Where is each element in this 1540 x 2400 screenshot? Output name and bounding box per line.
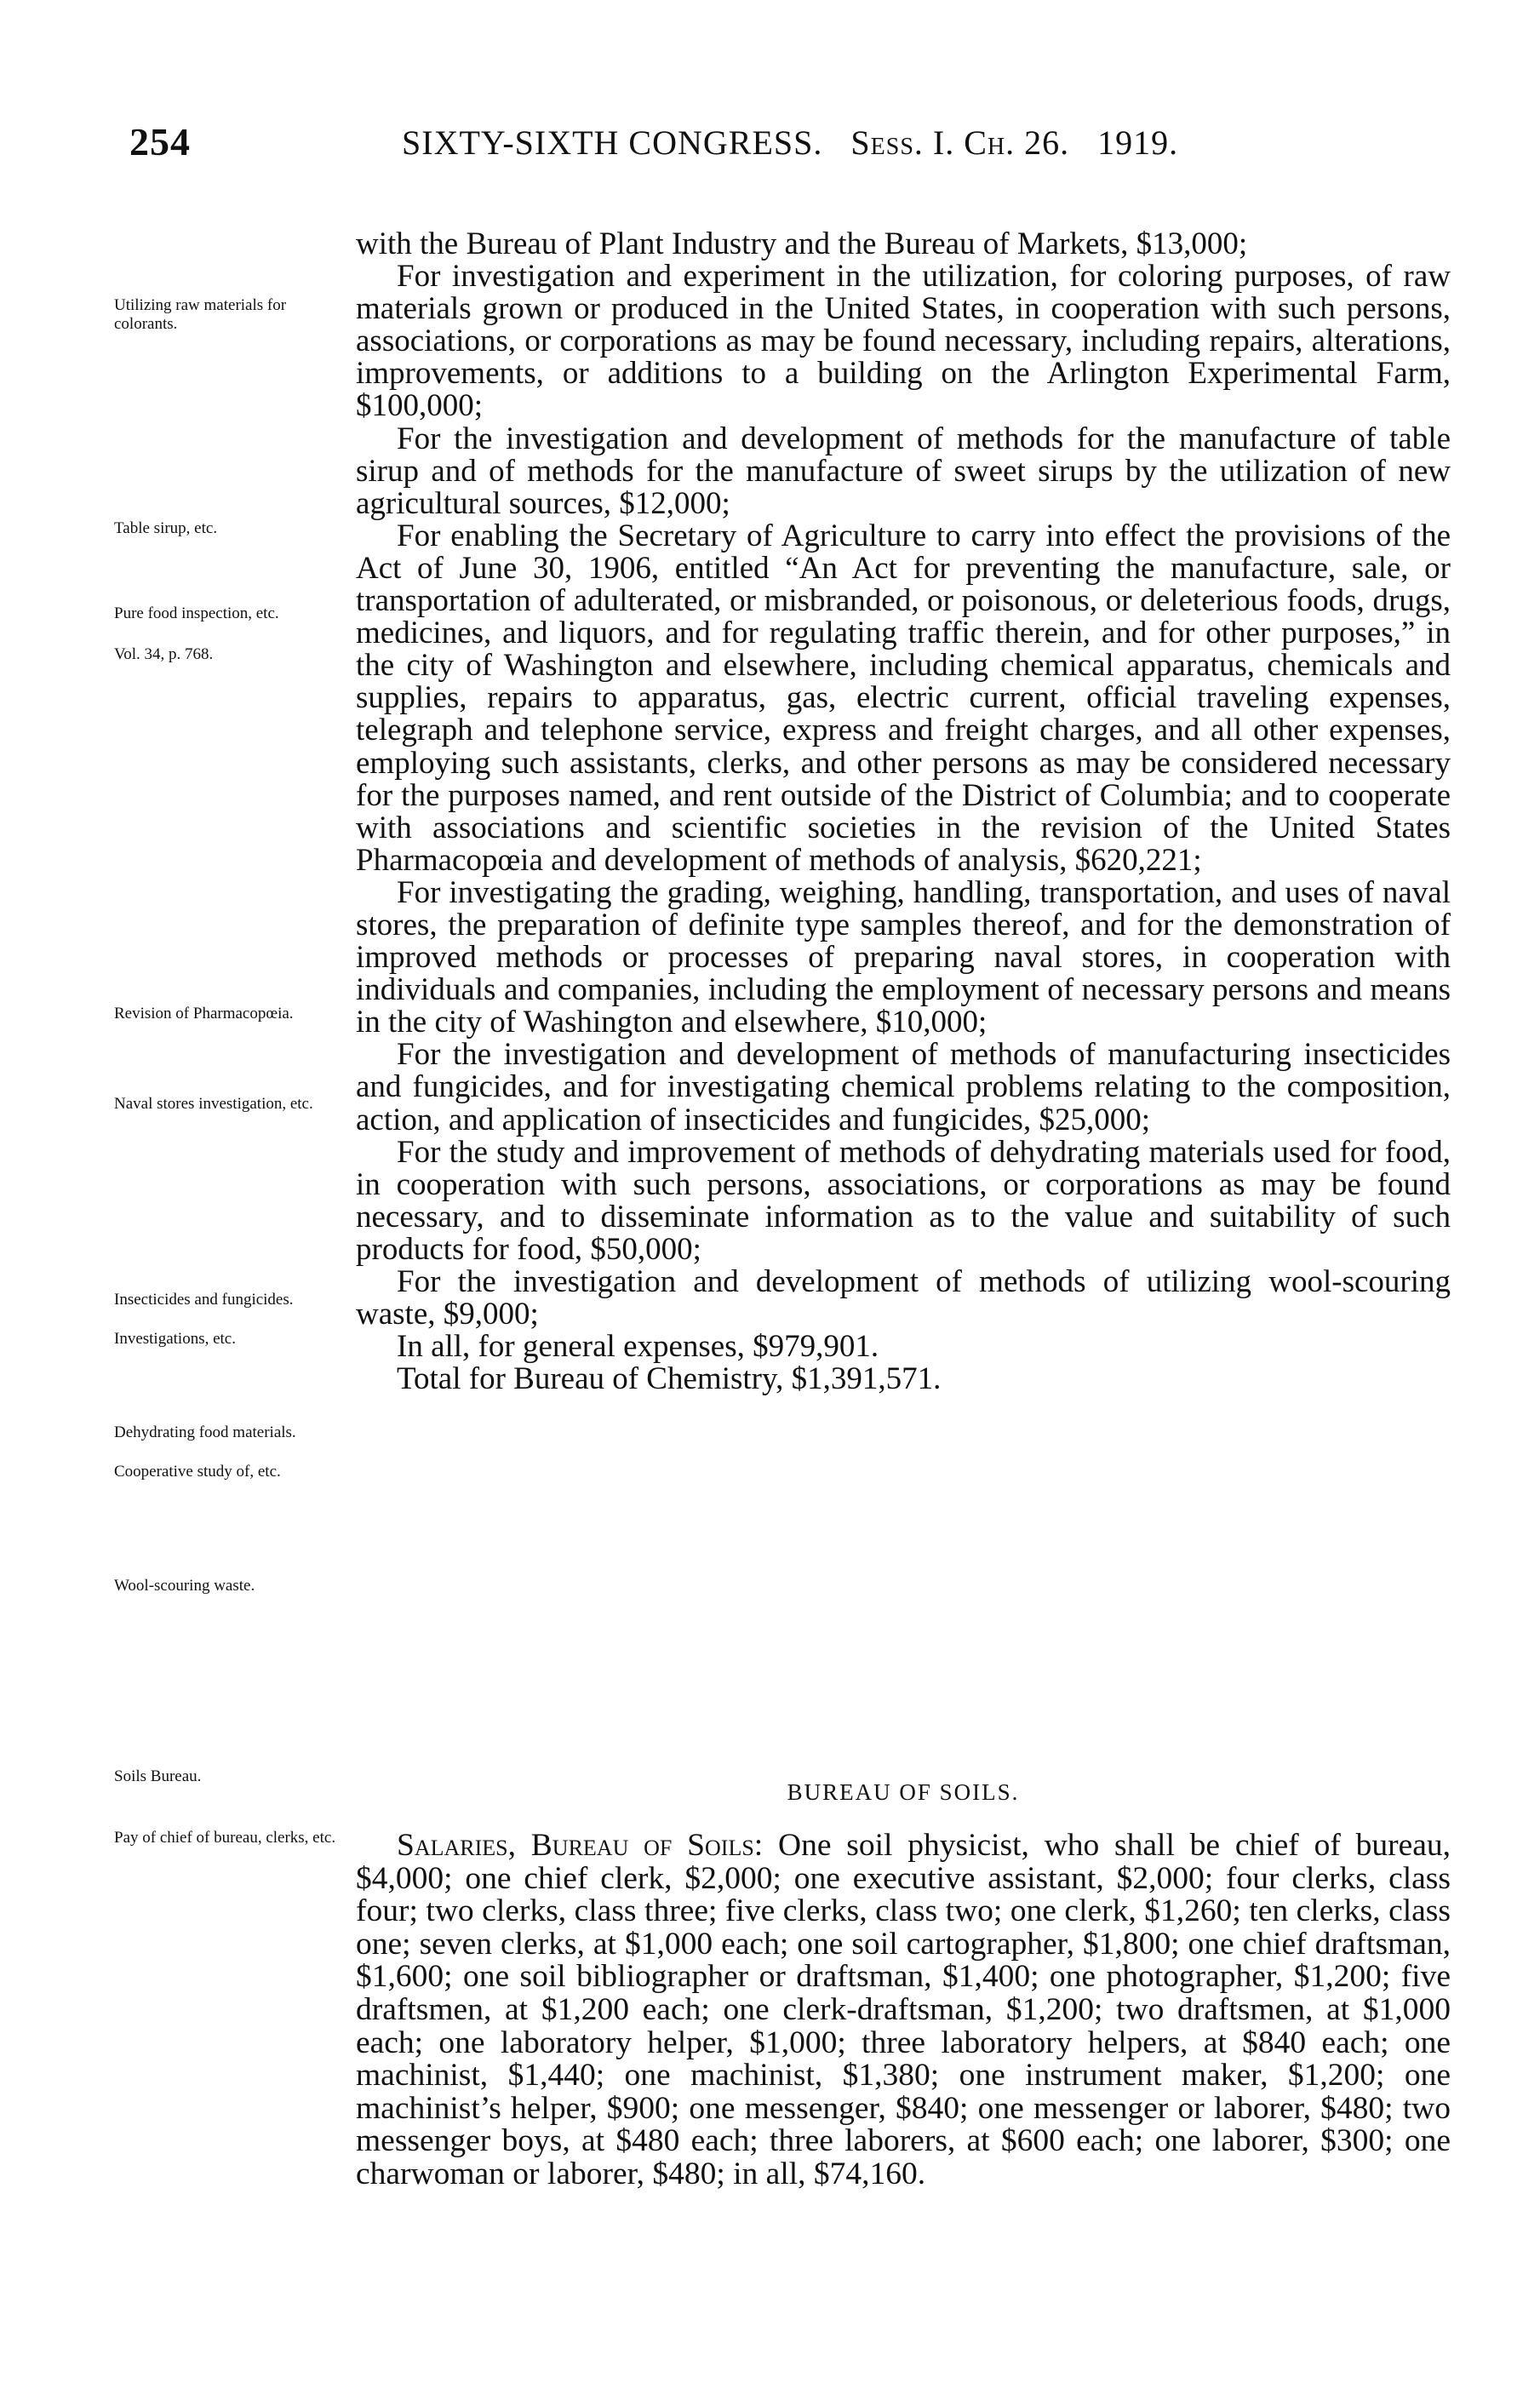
paragraph-wool: For the investigation and development of methods of utilizing wool-scouring waste, $9,000; bbox=[356, 1264, 1451, 1332]
general-expenses-total: In all, for general expenses, $979,901. bbox=[397, 1329, 879, 1365]
margin-note-table-sirup: Table sirup, etc. bbox=[114, 519, 218, 537]
margin-note-utilizing: Utilizing raw materials for colorants. bbox=[114, 296, 287, 333]
bureau-chemistry-total: Total for Bureau of Chemistry, $1,391,571. bbox=[397, 1361, 942, 1397]
margin-note-pure-food-ref: Vol. 34, p. 768. bbox=[114, 645, 214, 663]
margin-note-insecticides-sub: Investigations, etc. bbox=[114, 1330, 236, 1348]
paragraph-dehydrating: For the study and improvement of methods of dehydrating materials used for food, in cooperation with such persons, associations, or corporations as may be found necessary, and to disseminate information as to the value and suitability of such products for food, $50,000; bbox=[356, 1134, 1451, 1267]
section-heading: BUREAU OF SOILS. bbox=[787, 1779, 1020, 1805]
margin-note-pay-chief: Pay of chief of bureau, clerks, etc. bbox=[114, 1829, 336, 1847]
bureau-of-soils-section bbox=[356, 1779, 1451, 2191]
margin-note-pharmacopoeia: Revision of Pharmacopœia. bbox=[114, 1005, 294, 1022]
margin-note-wool: Wool-scouring waste. bbox=[114, 1577, 255, 1595]
paragraph-pure-food: For enabling the Secretary of Agriculture to carry into effect the provisions of the Act of June 30, 1906, entitled “An Act for preventing the manufacture, sale, or transportation of adulterated, or misbranded, or poisonous, or deleterious foods, drugs, medicines, and liquors, and for regulating traffic therein, and for other purposes,” in the city of Washington and elsewhere, including chemical apparatus, chemicals and supplies, repairs to apparatus, gas, electric current, official traveling expenses, telegraph and telephone service, express and freight charges, and all other expenses, employing such assistants, clerks, and other persons as may be considered necessary for the purposes named, and rent outside of the District of Columbia; and to cooperate with associations and scientific societies in the revision of the United States Pharmacopœia and development of methods of analysis, $620,221; bbox=[356, 518, 1451, 878]
paragraph-table-sirup: For the investigation and development of methods for the manufacture of table sirup and of methods for the manufacture of sweet sirups by the utilization of new agricultural sources, $12,000; bbox=[356, 421, 1451, 521]
running-head-session: Sess. I. Ch. 26. bbox=[850, 123, 1070, 162]
body-text bbox=[356, 228, 1451, 1395]
running-head-congress: SIXTY-SIXTH CONGRESS. bbox=[402, 123, 823, 162]
soils-salaries-lead: Salaries, Bureau of Soils: bbox=[397, 1828, 764, 1863]
soils-salaries-paragraph bbox=[356, 1830, 1451, 2191]
margin-note-dehydrating-sub: Cooperative study of, etc. bbox=[114, 1463, 281, 1481]
paragraph-colorants: For investigation and experiment in the utilization, for coloring purposes, of raw materials grown or produced in the United States, in cooperation with such persons, associations, or corporations as may be found necessary, including repairs, alterations, improvements, or additions to a building on the Arlington Experimental Farm, $100,000; bbox=[356, 259, 1451, 424]
running-head-year: 1919. bbox=[1097, 123, 1179, 162]
margin-note-dehydrating: Dehydrating food materials. bbox=[114, 1423, 296, 1441]
page-header bbox=[0, 119, 1540, 170]
paragraph-naval-stores: For investigating the grading, weighing, handling, transportation, and uses of naval stores, the preparation of definite type samples thereof, and for the demonstration of improved methods or processes of preparing naval stores, in cooperation with individuals and companies, including the employment of necessary persons and means in the city of Washington and elsewhere, $10,000; bbox=[356, 874, 1451, 1040]
margin-note-soils-bureau: Soils Bureau. bbox=[114, 1767, 202, 1785]
running-head bbox=[402, 123, 1178, 163]
margin-note-pure-food: Pure food inspection, etc. bbox=[114, 604, 279, 622]
soils-salaries-text: One soil physicist, who shall be chief of bureau, $4,000; one chief clerk, $2,000; one executive assistant, $2,000; four clerks, class four; two clerks, class three; five clerks, class two; one clerk, $1,260; ten clerks, class one; seven clerks, at $1,000 each; one soil cartographer, $1,800; one chief draftsman, $1,600; one soil bibliographer or draftsman, $1,400; one photographer, $1,200; five draftsmen, at $1,200 each; one clerk-draftsman, $1,200; two draftsmen, at $1,000 each; one laboratory helper, $1,000; three laboratory helpers, at $840 each; one machinist, $1,440; one machinist, $1,380; one instrument maker, $1,200; one machinist’s helper, $900; one messenger, $840; one messenger or laborer, $480; two messenger boys, at $480 each; three laborers, at $600 each; one laborer, $300; one charwoman or laborer, $480; in all, $74,160. bbox=[356, 1828, 1451, 2191]
paragraph-continuation: with the Bureau of Plant Industry and the Bureau of Markets, $13,000; bbox=[356, 226, 1248, 261]
margin-note-insecticides: Insecticides and fungicides. bbox=[114, 1291, 294, 1309]
paragraph-insecticides: For the investigation and development of methods of manufacturing insecticides and fungicides, and for investigating chemical problems relating to the composition, action, and application of insecticides and fungicides, $25,000; bbox=[356, 1037, 1451, 1137]
margin-note-naval-stores: Naval stores investigation, etc. bbox=[114, 1095, 313, 1113]
page-number: 254 bbox=[129, 120, 191, 163]
